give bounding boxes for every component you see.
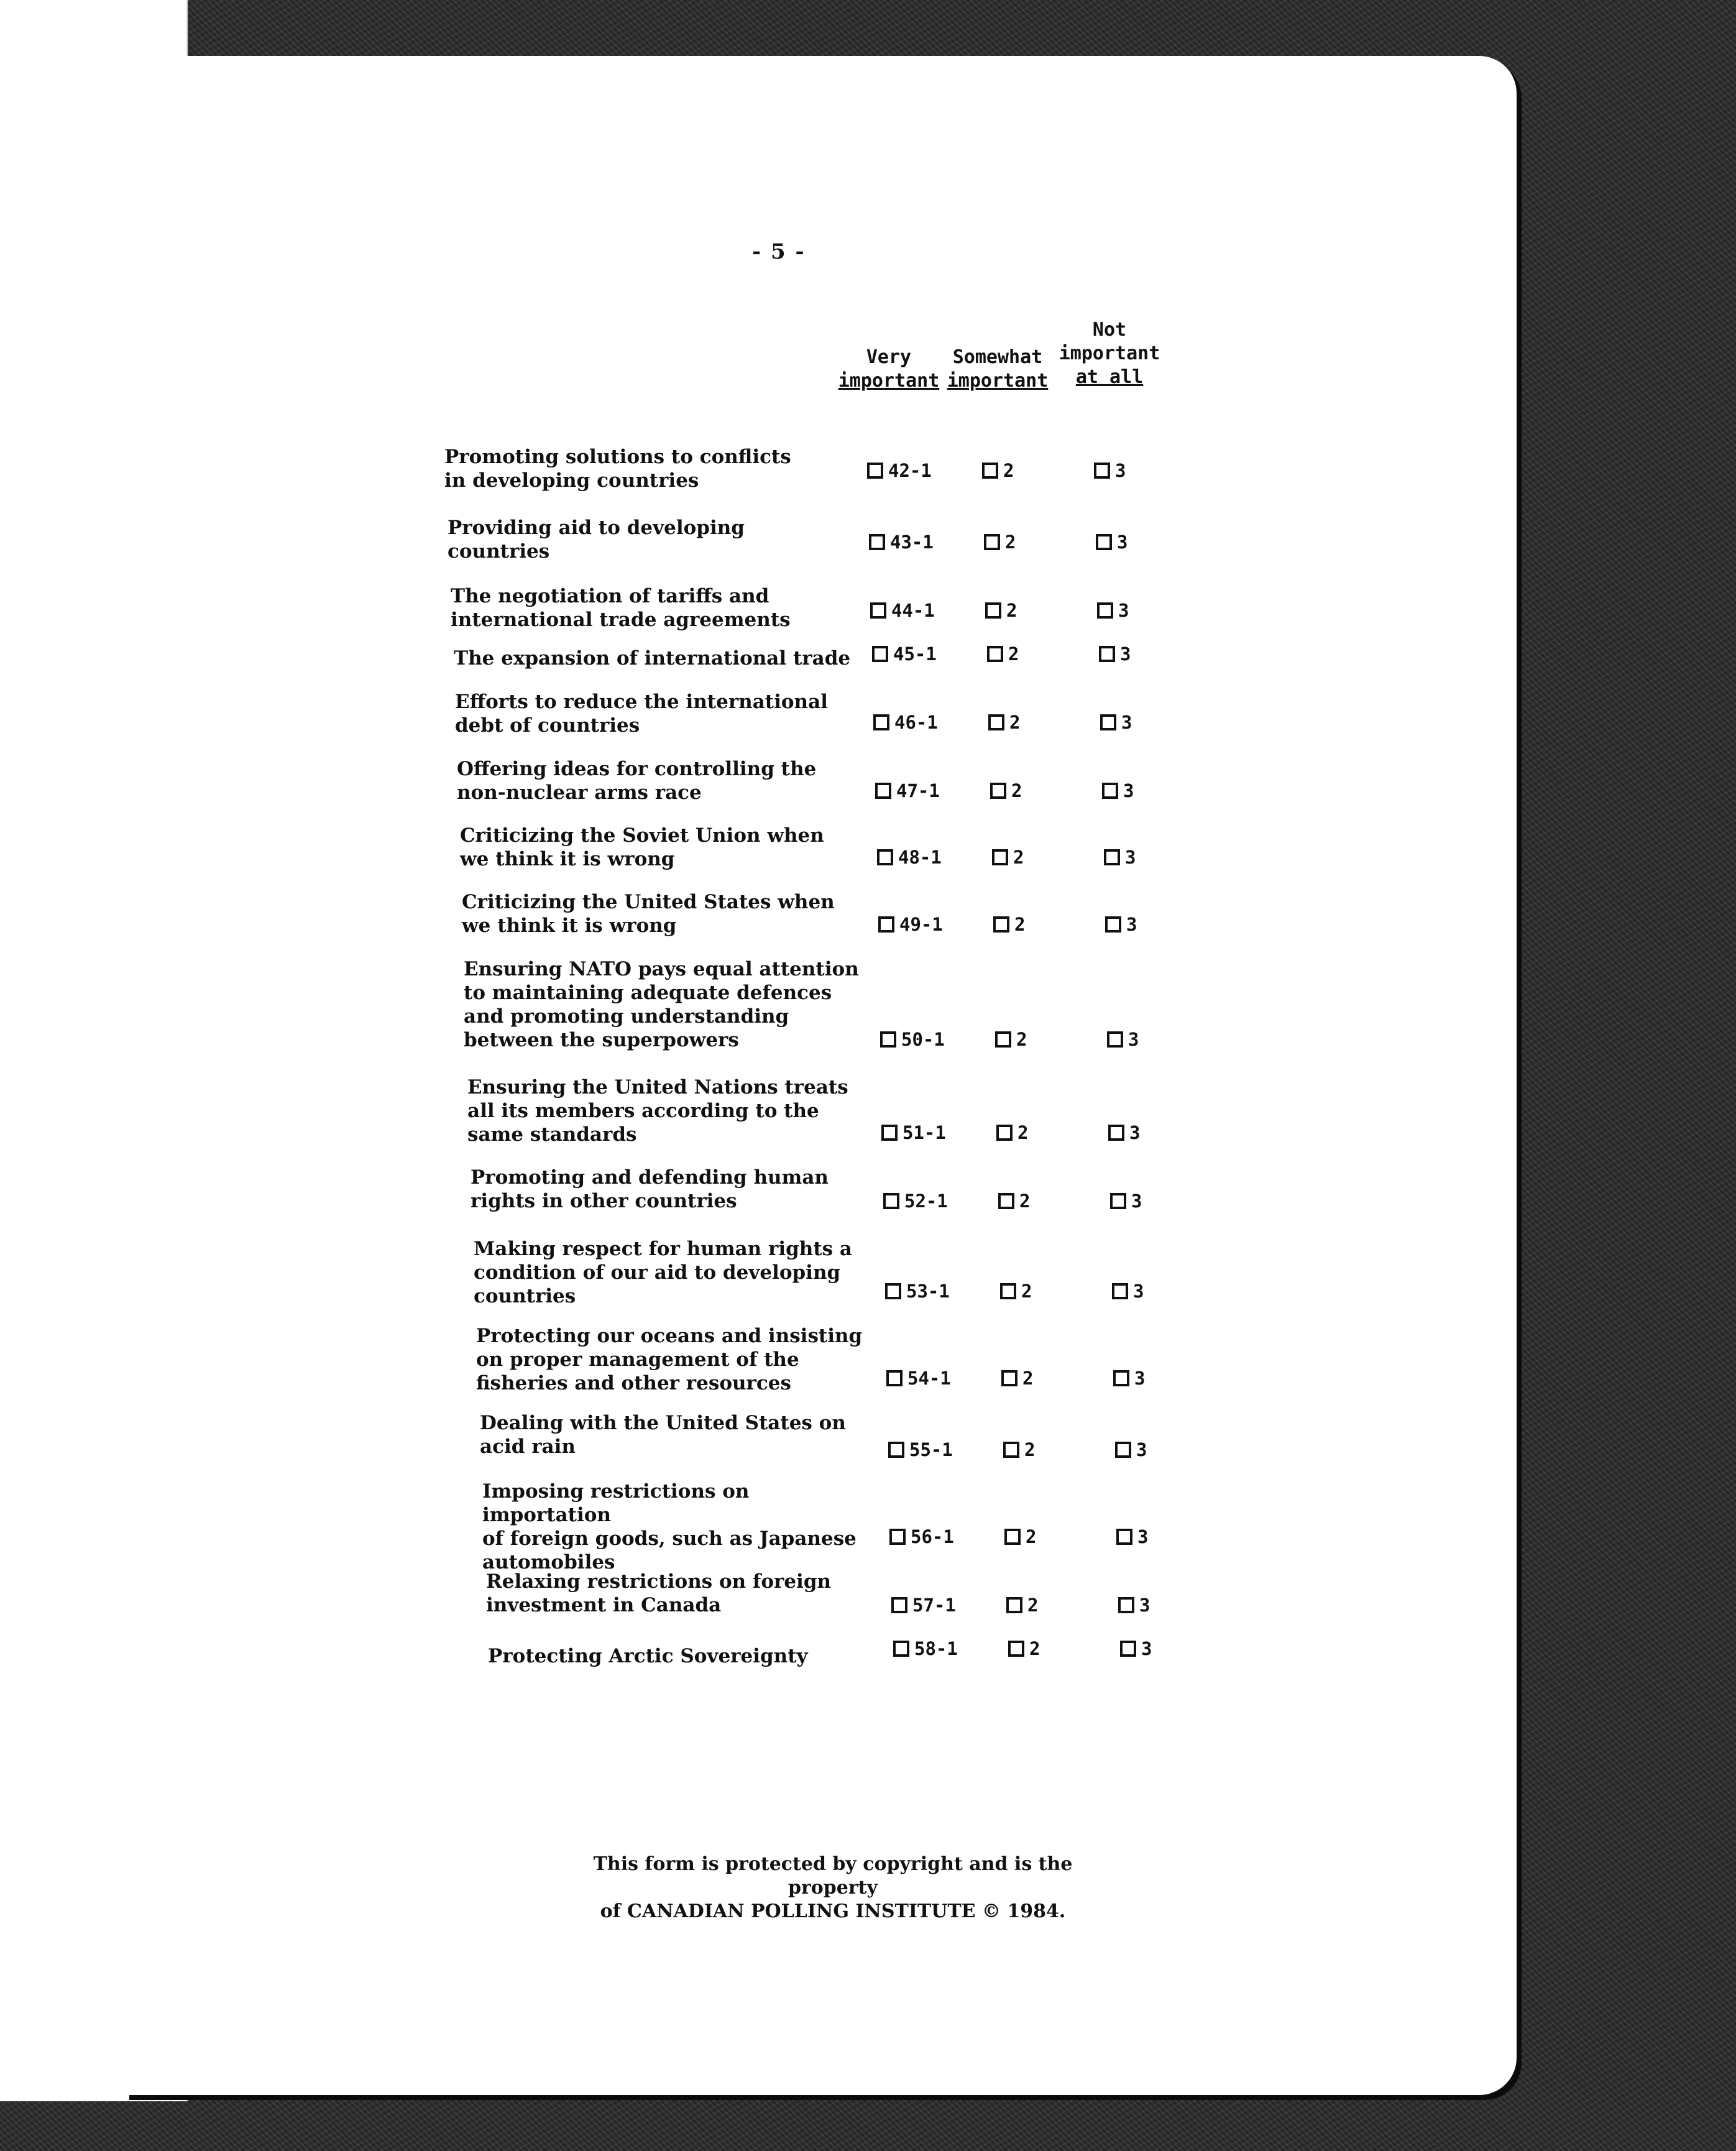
option-very-important[interactable] [893, 1638, 958, 1659]
option-somewhat-important[interactable] [992, 847, 1024, 868]
column-header-line: important [838, 370, 940, 392]
option-code: 3 [1139, 1595, 1150, 1616]
option-not-important[interactable] [1097, 600, 1129, 621]
question-text: Imposing restrictions on importation of foreign goods, such as Japanese automobiles [482, 1480, 857, 1573]
option-not-important[interactable] [1105, 914, 1137, 935]
option-code: 54-1 [907, 1368, 951, 1389]
checkbox[interactable] [998, 1193, 1014, 1209]
checkbox[interactable] [889, 1529, 906, 1545]
checkbox[interactable] [888, 1442, 904, 1458]
question-text: Promoting and defending human rights in other countries [471, 1166, 829, 1212]
question-text: Relaxing restrictions on foreign investment in Canada [486, 1570, 832, 1616]
question-text: Efforts to reduce the international debt of countries [455, 691, 828, 737]
option-code: 52-1 [904, 1191, 948, 1212]
option-very-important[interactable] [867, 460, 932, 481]
option-somewhat-important[interactable] [995, 1029, 1027, 1050]
checkbox[interactable] [885, 1283, 901, 1299]
checkbox[interactable] [881, 1125, 898, 1141]
option-code: 2 [1021, 1281, 1032, 1302]
option-not-important[interactable] [1107, 1029, 1139, 1050]
option-not-important[interactable] [1120, 1638, 1152, 1659]
option-very-important[interactable] [872, 643, 937, 665]
option-very-important[interactable] [869, 532, 934, 553]
option-somewhat-important[interactable] [1006, 1595, 1038, 1616]
option-not-important[interactable] [1099, 643, 1131, 665]
checkbox[interactable] [1118, 1597, 1134, 1613]
option-somewhat-important[interactable] [987, 643, 1019, 665]
copyright-footer [559, 1853, 1106, 1923]
option-code: 53-1 [906, 1281, 950, 1302]
option-code: 3 [1137, 1526, 1149, 1547]
option-code: 3 [1131, 1191, 1142, 1212]
page-number: - 5 - [752, 239, 806, 264]
option-not-important[interactable] [1104, 847, 1136, 868]
option-code: 2 [1011, 780, 1022, 801]
checkbox[interactable] [1001, 1370, 1017, 1386]
option-code: 2 [1008, 643, 1019, 665]
option-somewhat-important[interactable] [1000, 1281, 1032, 1302]
option-very-important[interactable] [870, 600, 935, 621]
checkbox[interactable] [992, 849, 1008, 865]
option-code: 51-1 [902, 1122, 946, 1143]
question-text: Protecting our oceans and insisting on proper management of the fisheries and other resources [476, 1325, 863, 1394]
option-very-important[interactable] [888, 1439, 953, 1460]
option-very-important[interactable] [891, 1595, 956, 1616]
option-code: 3 [1134, 1368, 1146, 1389]
option-code: 3 [1133, 1281, 1144, 1302]
column-header-line: Somewhat [952, 346, 1043, 368]
option-code: 3 [1118, 600, 1129, 621]
option-code: 49-1 [899, 914, 943, 935]
checkbox[interactable] [893, 1641, 909, 1657]
copyright-line: of CANADIAN POLLING INSTITUTE © 1984. [600, 1900, 1066, 1922]
checkbox[interactable] [1116, 1529, 1132, 1545]
checkbox[interactable] [1004, 1529, 1021, 1545]
option-code: 3 [1129, 1122, 1141, 1143]
checkbox[interactable] [995, 1031, 1011, 1048]
option-not-important[interactable] [1118, 1595, 1150, 1616]
option-code: 2 [1003, 460, 1014, 481]
option-not-important[interactable] [1100, 712, 1132, 733]
column-header-line: important [947, 370, 1049, 392]
question-text: Criticizing the Soviet Union when we think it is wrong [460, 824, 824, 870]
option-code: 45-1 [893, 643, 937, 665]
option-somewhat-important[interactable] [990, 780, 1022, 801]
option-very-important[interactable] [889, 1526, 954, 1547]
question-text: Ensuring the United Nations treats all its members according to the same standards [467, 1076, 848, 1146]
option-very-important[interactable] [875, 780, 940, 801]
copyright-line: This form is protected by copyright and is the property [593, 1853, 1073, 1899]
option-very-important[interactable] [886, 1368, 951, 1389]
option-somewhat-important[interactable] [1003, 1439, 1035, 1460]
option-not-important[interactable] [1115, 1439, 1147, 1460]
checkbox[interactable] [1003, 1442, 1019, 1458]
option-code: 58-1 [914, 1638, 958, 1659]
option-code: 2 [1016, 1029, 1027, 1050]
checkbox[interactable] [872, 646, 888, 662]
checkbox[interactable] [1096, 534, 1112, 550]
option-not-important[interactable] [1108, 1122, 1140, 1143]
checkbox[interactable] [1115, 1442, 1131, 1458]
option-not-important[interactable] [1096, 532, 1127, 553]
question-text: Dealing with the United States on acid rain [480, 1412, 846, 1458]
question-text: Promoting solutions to conflicts in developing countries [444, 446, 791, 492]
option-code: 47-1 [896, 780, 940, 801]
checkbox[interactable] [867, 463, 883, 479]
option-somewhat-important[interactable] [1001, 1368, 1033, 1389]
option-code: 48-1 [898, 847, 942, 868]
checkbox[interactable] [1110, 1193, 1126, 1209]
checkbox[interactable] [985, 602, 1001, 619]
question-text: Ensuring NATO pays equal attention to maintaining adequate defences and promoting understanding between the superpowers [464, 958, 859, 1051]
option-code: 2 [1017, 1122, 1029, 1143]
option-code: 3 [1125, 847, 1136, 868]
checkbox[interactable] [988, 714, 1004, 730]
option-code: 42-1 [888, 460, 932, 481]
checkbox[interactable] [1120, 1641, 1136, 1657]
checkbox[interactable] [883, 1193, 899, 1209]
option-very-important[interactable] [878, 914, 943, 935]
checkbox[interactable] [875, 783, 891, 799]
option-code: 2 [1024, 1439, 1036, 1460]
checkbox[interactable] [993, 916, 1009, 933]
option-very-important[interactable] [881, 1122, 946, 1143]
checkbox[interactable] [886, 1370, 902, 1386]
checkbox[interactable] [1105, 916, 1121, 933]
option-code: 3 [1120, 643, 1131, 665]
column-header-very-important [833, 322, 945, 393]
checkbox[interactable] [1100, 714, 1116, 730]
checkbox[interactable] [873, 714, 889, 730]
checkbox[interactable] [880, 1031, 896, 1048]
option-very-important[interactable] [883, 1191, 948, 1212]
checkbox[interactable] [1104, 849, 1120, 865]
question-text: Making respect for human rights a condition of our aid to developing countries [474, 1238, 852, 1307]
question-text: Criticizing the United States when we think it is wrong [462, 891, 835, 937]
column-header-line [942, 322, 1054, 346]
question-text: The negotiation of tariffs and international trade agreements [451, 585, 791, 631]
option-code: 2 [1029, 1638, 1040, 1659]
checkbox[interactable] [1099, 646, 1115, 662]
checkbox[interactable] [1000, 1283, 1016, 1299]
option-code: 3 [1126, 914, 1137, 935]
option-code: 2 [1026, 1526, 1037, 1547]
option-code: 3 [1121, 712, 1132, 733]
option-code: 43-1 [890, 532, 934, 553]
option-code: 46-1 [894, 712, 938, 733]
option-code: 2 [1014, 914, 1026, 935]
option-somewhat-important[interactable] [984, 532, 1016, 553]
option-code: 44-1 [891, 600, 935, 621]
option-somewhat-important[interactable] [1004, 1526, 1036, 1547]
checkbox[interactable] [1094, 463, 1110, 479]
option-code: 3 [1123, 780, 1134, 801]
checkbox[interactable] [1108, 1125, 1124, 1141]
checkbox[interactable] [996, 1125, 1013, 1141]
checkbox[interactable] [984, 534, 1000, 550]
option-very-important[interactable] [885, 1281, 950, 1302]
question-text: Providing aid to developing countries [448, 517, 745, 563]
option-very-important[interactable] [873, 712, 938, 733]
option-somewhat-important[interactable] [982, 460, 1014, 481]
question-text: Protecting Arctic Sovereignty [488, 1645, 808, 1667]
option-not-important[interactable] [1113, 1368, 1145, 1389]
option-code: 3 [1117, 532, 1128, 553]
checkbox[interactable] [1112, 1283, 1128, 1299]
question-text: Offering ideas for controlling the non-nuclear arms race [457, 758, 817, 804]
option-code: 2 [1022, 1368, 1034, 1389]
checkbox[interactable] [987, 646, 1003, 662]
option-code: 57-1 [912, 1595, 956, 1616]
column-header-line [833, 322, 945, 346]
option-not-important[interactable] [1116, 1526, 1148, 1547]
option-somewhat-important[interactable] [998, 1191, 1030, 1212]
option-code: 2 [1013, 847, 1024, 868]
option-somewhat-important[interactable] [996, 1122, 1028, 1143]
checkbox[interactable] [1097, 602, 1113, 619]
option-code: 2 [1005, 532, 1016, 553]
option-somewhat-important[interactable] [1008, 1638, 1040, 1659]
checkbox[interactable] [1113, 1370, 1129, 1386]
checkbox[interactable] [878, 916, 894, 933]
checkbox[interactable] [870, 602, 886, 619]
option-very-important[interactable] [877, 847, 942, 868]
option-code: 2 [1019, 1191, 1031, 1212]
option-code: 50-1 [901, 1029, 945, 1050]
column-header-line: important [1059, 343, 1160, 364]
checkbox[interactable] [990, 783, 1006, 799]
question-text: The expansion of international trade [454, 647, 851, 670]
option-code: 2 [1027, 1595, 1039, 1616]
option-very-important[interactable] [880, 1029, 945, 1050]
checkbox[interactable] [869, 534, 885, 550]
checkbox[interactable] [1107, 1031, 1123, 1048]
option-somewhat-important[interactable] [985, 600, 1017, 621]
option-somewhat-important[interactable] [988, 712, 1020, 733]
option-code: 56-1 [911, 1526, 954, 1547]
checkbox[interactable] [891, 1597, 907, 1613]
option-somewhat-important[interactable] [993, 914, 1025, 935]
option-not-important[interactable] [1102, 780, 1134, 801]
option-code: 3 [1136, 1439, 1147, 1460]
column-header-not-important [1050, 318, 1169, 389]
option-not-important[interactable] [1094, 460, 1126, 481]
checkbox[interactable] [1008, 1641, 1024, 1657]
option-code: 2 [1006, 600, 1017, 621]
checkbox[interactable] [982, 463, 998, 479]
option-code: 3 [1115, 460, 1126, 481]
option-not-important[interactable] [1112, 1281, 1144, 1302]
option-not-important[interactable] [1110, 1191, 1142, 1212]
option-code: 2 [1009, 712, 1021, 733]
column-header-line: Very [866, 346, 912, 368]
option-code: 55-1 [909, 1439, 953, 1460]
column-header-somewhat-important [942, 322, 1054, 393]
checkbox[interactable] [877, 849, 893, 865]
option-code: 3 [1141, 1638, 1152, 1659]
checkbox[interactable] [1006, 1597, 1022, 1613]
column-header-line: Not [1092, 319, 1127, 341]
option-code: 3 [1128, 1029, 1139, 1050]
checkbox[interactable] [1102, 783, 1118, 799]
column-header-line: at all [1075, 366, 1144, 388]
